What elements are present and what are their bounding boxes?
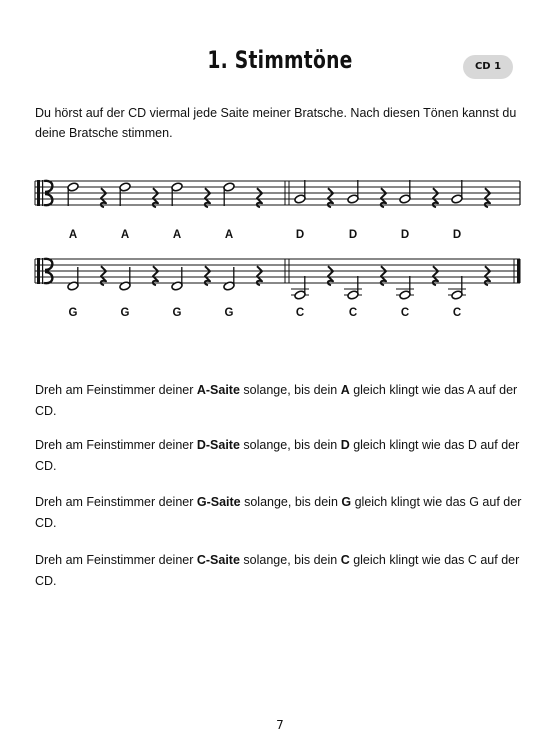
- page-number: 7: [276, 718, 284, 732]
- instruction-g-string: Dreh am Feinstimmer deiner G-Saite solange, bis dein G gleich klingt wie das G auf der CD.: [35, 495, 522, 530]
- note-label: C: [348, 307, 358, 319]
- note-label: G: [172, 307, 182, 319]
- quarter-rest: [101, 188, 106, 207]
- note-label: C: [295, 307, 305, 319]
- quarter-rest: [328, 188, 333, 207]
- note-label: D: [348, 229, 358, 241]
- quarter-rest: [433, 188, 438, 207]
- alto-clef-bar: [42, 180, 43, 206]
- quarter-rest: [153, 266, 158, 285]
- quarter-rest: [153, 188, 158, 207]
- quarter-rest: [257, 266, 262, 285]
- quarter-rest: [205, 188, 210, 207]
- quarter-rest: [101, 266, 106, 285]
- instruction-c-string: Dreh am Feinstimmer deiner C-Saite solange, bis dein C gleich klingt wie das C auf der CD.: [35, 553, 520, 588]
- music-staves: [0, 0, 560, 330]
- note-label: A: [120, 229, 130, 241]
- note-label: G: [120, 307, 130, 319]
- instruction-d-string: Dreh am Feinstimmer deiner D-Saite solange, bis dein D gleich klingt wie das D auf der CD.: [35, 438, 520, 473]
- quarter-rest: [381, 266, 386, 285]
- note-label: C: [400, 307, 410, 319]
- quarter-rest: [381, 188, 386, 207]
- quarter-rest: [485, 188, 490, 207]
- alto-clef-bar: [37, 258, 40, 284]
- page-title: 1. Stimmtöne: [207, 46, 353, 74]
- final-barline-thick: [517, 259, 521, 283]
- alto-clef-bar: [42, 258, 43, 284]
- quarter-rest: [485, 266, 490, 285]
- alto-clef-bar: [37, 180, 40, 206]
- note-label: A: [172, 229, 182, 241]
- intro-text: Du hörst auf der CD viermal jede Saite meiner Bratsche. Nach diesen Tönen kannst du deine Bratsche stimmen.: [35, 106, 517, 140]
- quarter-rest: [328, 266, 333, 285]
- note-label: D: [452, 229, 462, 241]
- note-label: D: [295, 229, 305, 241]
- note-label: G: [68, 307, 78, 319]
- note-label: A: [224, 229, 234, 241]
- quarter-rest: [257, 188, 262, 207]
- note-label: D: [400, 229, 410, 241]
- note-label: A: [68, 229, 78, 241]
- note-label: G: [224, 307, 234, 319]
- quarter-rest: [205, 266, 210, 285]
- note-label: C: [452, 307, 462, 319]
- cd-badge: CD 1: [463, 55, 513, 79]
- quarter-rest: [433, 266, 438, 285]
- instruction-a-string: Dreh am Feinstimmer deiner A-Saite solange, bis dein A gleich klingt wie das A auf der CD.: [35, 383, 518, 418]
